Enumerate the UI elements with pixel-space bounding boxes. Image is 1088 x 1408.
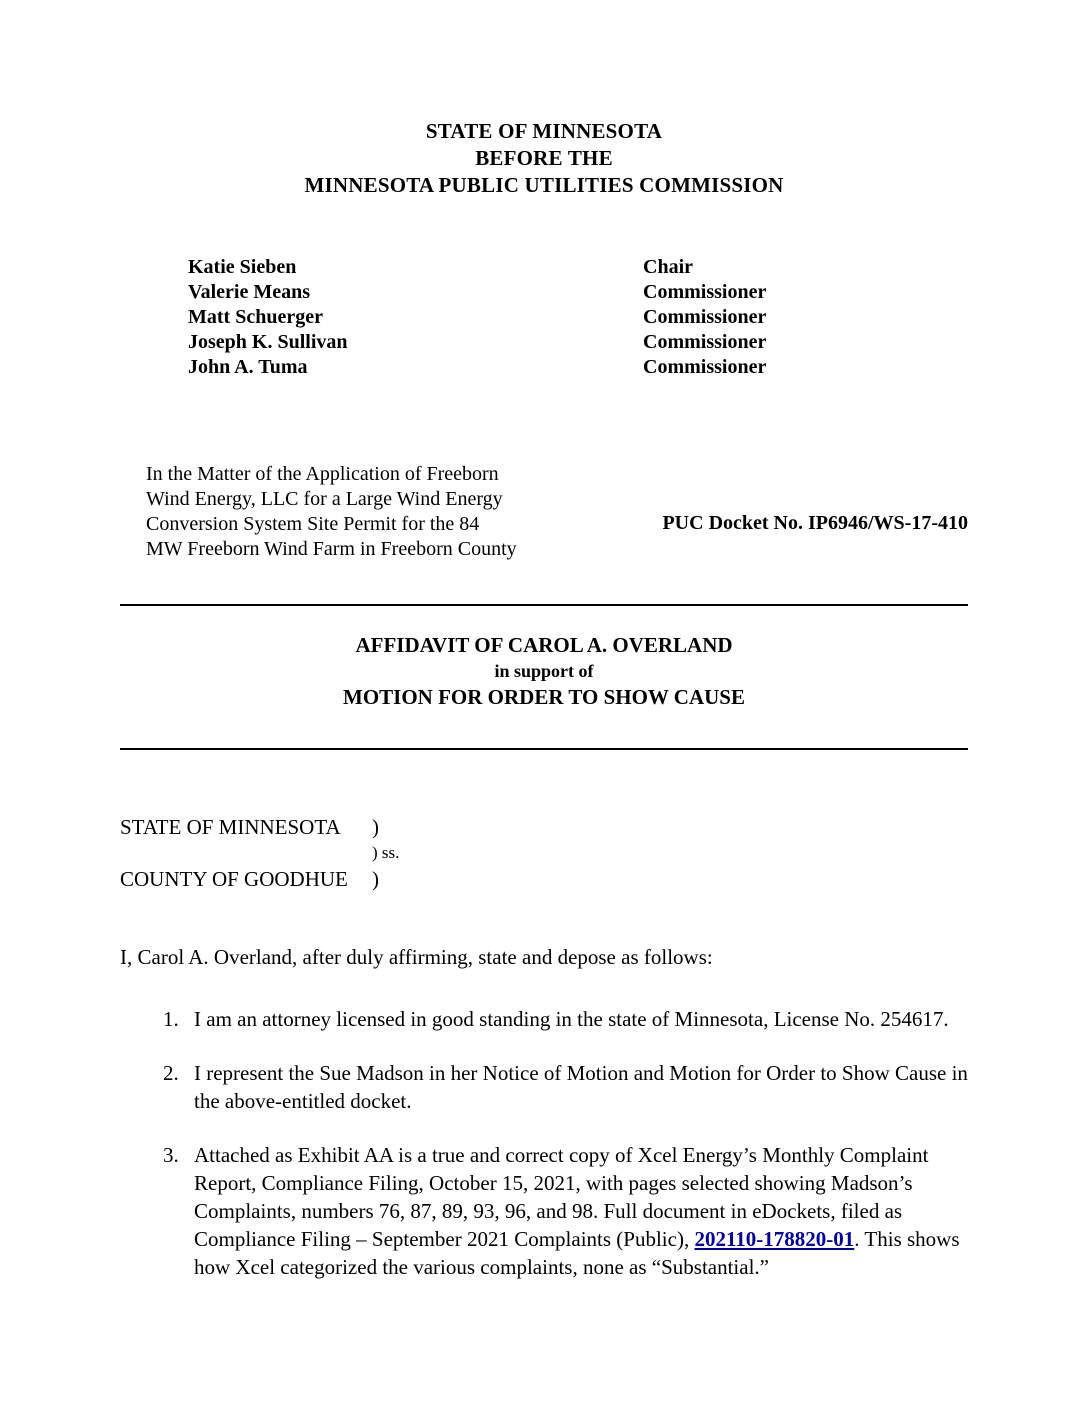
commissioner-title: Chair bbox=[643, 256, 693, 278]
affidavit-items bbox=[120, 1005, 968, 1281]
title-line-motion: MOTION FOR ORDER TO SHOW CAUSE bbox=[343, 685, 745, 709]
affidavit-item-text: I represent the Sue Madson in her Notice of Motion and Motion for Order to Show Cause in the above-entitled docket. bbox=[194, 1061, 968, 1113]
commissioner-name: Katie Sieben bbox=[188, 256, 297, 278]
commissioner-title: Commissioner bbox=[643, 331, 767, 353]
venue-ss: ) ss. bbox=[372, 843, 400, 862]
commissioner-row bbox=[188, 355, 766, 380]
affidavit-item-text-after: . This shows how Xcel categorized the various complaints, none as “Substantial.” bbox=[194, 1227, 960, 1279]
header-line-state: STATE OF MINNESOTA bbox=[425, 119, 663, 143]
header-line-commission: MINNESOTA PUBLIC UTILITIES COMMISSION bbox=[304, 173, 784, 197]
document-header bbox=[120, 118, 968, 199]
matter-line-3: Conversion System Site Permit for the 84 bbox=[146, 513, 480, 535]
affidavit-item bbox=[184, 1141, 968, 1281]
venue-block bbox=[120, 814, 968, 892]
matter-line-2: Wind Energy, LLC for a Large Wind Energy bbox=[146, 488, 503, 510]
commissioner-title: Commissioner bbox=[643, 281, 767, 303]
commissioner-name: Joseph K. Sullivan bbox=[188, 331, 348, 353]
title-line-affidavit: AFFIDAVIT OF CAROL A. OVERLAND bbox=[355, 633, 733, 657]
affidavit-item bbox=[184, 1059, 968, 1115]
matter-caption bbox=[146, 462, 572, 562]
commissioner-row bbox=[188, 255, 766, 280]
venue-county-paren: ) bbox=[372, 867, 379, 891]
commissioner-title: Commissioner bbox=[643, 306, 767, 328]
affidavit-item-text-before: Attached as Exhibit AA is a true and correct copy of Xcel Energy’s Monthly Complaint Report, Compliance Filing, October 15, 2021, with pages selected showing Madson’s Complaints, numbers 76, 87, 89, 93, 96, and 98. Full document in eDockets, filed as Compliance Filing – September 2021 Complaints (Public), bbox=[194, 1143, 929, 1251]
commissioner-title: Commissioner bbox=[643, 356, 767, 378]
affidavit-item bbox=[184, 1005, 968, 1033]
venue-state-row bbox=[120, 814, 968, 840]
matter-line-1: In the Matter of the Application of Freeborn bbox=[146, 463, 499, 485]
matter-line-4: MW Freeborn Wind Farm in Freeborn County bbox=[146, 538, 517, 560]
commissioner-row bbox=[188, 280, 766, 305]
venue-county-row bbox=[120, 866, 968, 892]
affidavit-item-text: I am an attorney licensed in good standing in the state of Minnesota, License No. 254617. bbox=[194, 1007, 949, 1031]
commissioner-list bbox=[188, 255, 766, 380]
venue-state-paren: ) bbox=[372, 815, 379, 839]
title-line-support: in support of bbox=[494, 661, 594, 681]
matter-block bbox=[120, 462, 968, 562]
venue-state-label: STATE OF MINNESOTA bbox=[120, 815, 341, 839]
commissioner-name: Valerie Means bbox=[188, 281, 311, 303]
edockets-link[interactable]: 202110-178820-01 bbox=[694, 1227, 855, 1251]
commissioner-name: John A. Tuma bbox=[188, 356, 308, 378]
divider-top bbox=[120, 604, 968, 606]
docket-number: PUC Docket No. IP6946/WS-17-410 bbox=[662, 512, 968, 534]
header-line-before: BEFORE THE bbox=[475, 146, 613, 170]
commissioner-row bbox=[188, 330, 766, 355]
commissioner-row bbox=[188, 305, 766, 330]
divider-bottom bbox=[120, 748, 968, 750]
venue-county-label: COUNTY OF GOODHUE bbox=[120, 867, 348, 891]
affidavit-intro: I, Carol A. Overland, after duly affirming, state and depose as follows: bbox=[120, 945, 713, 969]
commissioner-name: Matt Schuerger bbox=[188, 306, 323, 328]
document-title bbox=[120, 632, 968, 710]
